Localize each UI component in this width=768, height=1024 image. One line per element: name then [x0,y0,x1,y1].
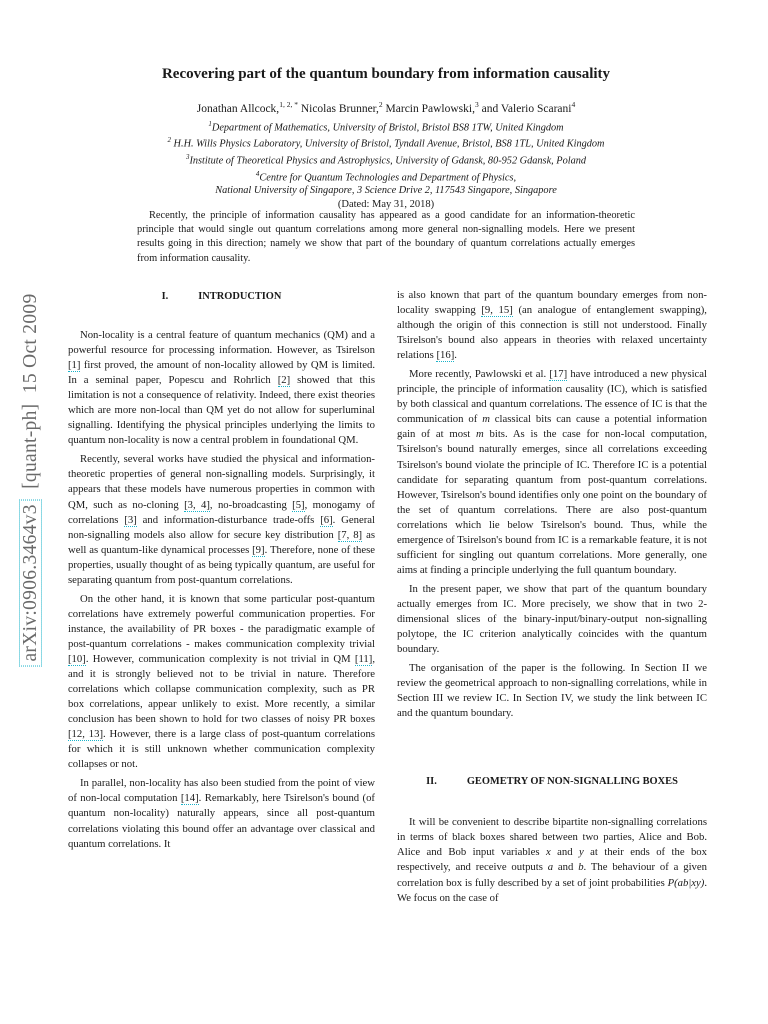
affiliation-list [80,118,692,198]
citation-link[interactable]: [7, 8] [337,528,363,541]
citation-link[interactable]: [16] [436,349,455,362]
paragraph: It will be convenient to describe bipartite non-signalling correlations in terms of black boxes shared between two parties, Alice and Bob. Alice and Bob input variables x and y at their ends of the box respectively, and receive outputs a and b. The behaviour of a given correlation box is fully described by a set of joint probabilities P(ab|xy). We focus on the case of [397,816,707,904]
paragraph: Non-locality is a central feature of quantum mechanics (QM) and a powerful resource for processing information. However, as Tsirelson [1] first proved, the amount of non-locality allowed by QM is limited. In a seminal paper, Popescu and Rohrlich [2] showed that this limitation is not a consequence of relativity. Indeed, there exist theories which are more non-local than QM yet do not allow for superluminal signalling. Identifying the physical principles underlying the limits to quantum non-locality is now a central problem in foundational QM. [68,329,375,447]
section-heading-introduction: I. INTRODUCTION [161,291,282,302]
dated-line: (Dated: May 31, 2018) [337,198,435,210]
citation-link[interactable]: [10] [68,652,86,665]
citation-link[interactable]: [9, 15] [481,304,513,317]
paragraph: The organisation of the paper is the following. In Section II we review the geometrical approach to non-signalling correlations, while in Section III we review IC. In Section IV, we study the link between IC and the quantum boundary. [397,662,707,720]
paragraph: is also known that part of the quantum boundary emerges from non-locality swapping [9, 15] (an analogue of entanglement swapping), although the origin of this connection is still not understood. Finally Tsirelson's bound also appears in theories with relaxed uncertainty relations [16]. [397,289,707,362]
paragraph: On the other hand, it is known that some particular post-quantum correlations have extremely powerful communication properties. For instance, the availability of PR boxes - the paradigmatic example of post-quantum correlations - makes communication complexity trivial [10]. However, communication complexity is not trivial in QM [11], and it is strongly believed not to be trivial in nature. Therefore correlations which collapse communication complexity, such as PR box correlations, appear unlikely to exist. More recently, a similar conclusion has been shown to hold for two classes of noisy PR boxes [12, 13]. However, there is a large class of post-quantum correlations for which it is still unknown whether communication complexity collapses or not. [68,592,375,771]
citation-link[interactable]: [1] [68,359,81,372]
math-symbol: a [547,861,554,874]
citation-link[interactable]: [3] [124,513,137,526]
author-affil: 2 [378,100,383,109]
citation-link[interactable]: [6] [320,513,333,526]
affiliation-line: $^1$Department of Mathematics, University of Bristol, Bristol BS8 1TW, United Kingdom [208,119,564,134]
arxiv-date: 15 Oct 2009 [20,293,41,394]
author-name: Jonathan Allcock, [196,102,280,115]
author-affil: 3 [474,100,479,109]
paragraph: In the present paper, we show that part of the quantum boundary actually emerges from IC. More precisely, we show that in two 2-dimensional slices of the binary-input/binary-output non-signalling polytope, the IC criterion analytically coincides with the quantum boundary. [397,582,707,656]
author-name: and Valerio Scarani [478,102,572,115]
math-symbol: m [482,413,490,426]
math-symbol: y [578,846,584,859]
right-column [397,288,707,910]
citation-link[interactable]: [3, 4] [184,498,210,511]
abstract: Recently, the principle of information causality has appeared as a good candidate for an information-theoretic principle that would single out quantum correlations among more general non-signalling models. Here we present results going in this direction; namely we show that part of the boundary of quantum correlations actually emerges from information causality. [137,210,635,264]
arxiv-sidebar [14,240,48,720]
affiliation-line: $^3$Institute of Theoretical Physics and Astrophysics, University of Gdansk, 80-952 Gdansk, Poland [185,153,587,167]
paragraph: In parallel, non-locality has also been studied from the point of view of non-local computation [14]. Remarkably, here Tsirelson's bound (of quantum non-locality) naturally appears, since all post-quantum correlations violating this bound offer an advantage over classical and quantum correlations. It [68,777,375,850]
author-affil-link[interactable]: 1, 2, * [279,100,298,109]
paper-header [80,64,692,212]
affiliation-line: National University of Singapore, 3 Science Drive 2, 117543 Singapore, Singapore [215,185,557,197]
citation-link[interactable]: [2] [277,374,291,387]
math-expression: P(ab|xy) [667,876,705,889]
paragraph: Recently, several works have studied the physical and information-theoretic properties of general non-signalling models. Surprisingly, it appears that these models have numerous properties in common with QM, such as no-cloning [3, 4], no-broadcasting [5], monogamy of correlations [3] and information-disturbance trade-offs [6]. General non-signalling models also allow for secure key distribution [7, 8] as well as quantum-like dynamical processes [9]. Therefore, none of these properties, usually thought of as being typically quantum, are useful for separating quantum from post-quantum correlations. [68,453,375,586]
citation-link[interactable]: [9] [252,543,265,556]
author-name: Marcin Pawlowski, [382,102,475,115]
paragraph: More recently, Pawlowski et al. [17] have introduced a new physical principle, the principle of information causality (IC), which is satisfied by both classical and quantum correlations. The essence of IC is that the communication of m classical bits can cause a potential information gain of at most m bits. As is the case for non-local computation, Tsirelson's bound naturally emerges, since all correlations exceeding Tsirelson's bound violate the principle of IC. Therefore IC is a potential candidate for separating quantum from post-quantum correlations. However, Tsirelson's bound identifies only one point on the boundary of the set of quantum correlations. There are also post-quantum correlations which lie below Tsirelson's bound. Thus, while the emergence of Tsirelson's bound from IC is a remarkable feature, it is not sufficient for singling out quantum correlations. More generally, one aims at finding a principle underlying the full quantum boundary. [397,368,707,576]
author-name: Nicolas Brunner, [297,102,379,115]
author-list [80,98,692,116]
arxiv-id-link[interactable]: arXiv:0906.3464v3 [19,499,42,666]
left-column [68,288,375,856]
citation-link[interactable]: [17] [549,368,568,381]
arxiv-stamp [20,293,42,666]
arxiv-category: [quant-ph] [20,403,41,489]
citation-link[interactable]: [14] [180,792,199,805]
paper-title: Recovering part of the quantum boundary from information causality [161,66,611,82]
citation-link[interactable]: [11] [354,652,373,665]
math-symbol: b [578,861,584,874]
affiliation-line: $^4$Centre for Quantum Technologies and Department of Physics, [255,169,517,184]
math-symbol: m [476,428,484,441]
section-heading-geometry: II. GEOMETRY OF NON-SIGNALLING BOXES [426,776,678,788]
math-symbol: x [545,846,551,859]
author-affil: 4 [571,100,576,109]
affiliation-line: $^2$ H.H. Wills Physics Laboratory, University of Bristol, Tyndall Avenue, Bristol, BS8 1TL, United Kingdom [167,136,605,150]
citation-link[interactable]: [5] [292,498,305,511]
citation-link[interactable]: [12, 13] [68,728,104,741]
